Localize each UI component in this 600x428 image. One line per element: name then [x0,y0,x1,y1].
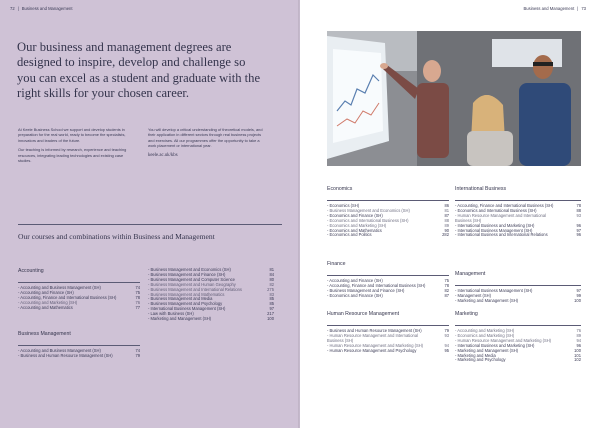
intro-column-2 [148,127,264,158]
course-page: 99 [576,292,581,298]
courses-heading: Our courses and combinations within Business and Management [18,232,215,241]
course-page: 93 [576,212,581,218]
right-page-number: 73 [581,6,586,11]
section-rule [455,200,581,201]
course-title: - International Business Management (SH) [148,306,226,312]
course-title: - Economics and International Business (SH) [455,207,537,213]
section-human-resource-management [327,311,449,354]
intro-paragraph-2: Our teaching is informed by research, experience and teaching resources, integrating leading technologies and existing case studies. [18,147,127,164]
course-title: - International Business and International Relations [455,232,548,238]
course-page: 89 [444,222,449,228]
course-page: 75 [444,278,449,283]
course-title: - Marketing and Management (SH) [148,316,212,322]
section-finance [327,261,449,299]
section-heading: Marketing [455,311,478,317]
section-heading: Human Resource Management [327,311,400,317]
section-marketing [455,311,581,363]
course-page: 95 [444,347,449,353]
course-title: - Accounting, Finance and International Business (SH) [455,203,554,208]
section-rule [18,345,140,346]
course-page: 81 [444,207,449,213]
course-title: - Business Management and Economics (SH) [327,207,410,213]
classroom-photo [327,31,581,166]
course-title: - Law with Business (SH) [148,311,194,317]
course-title: - Accounting and Finance (SH) [327,278,383,283]
course-title: - Management (SH) [455,292,491,298]
course-page: 96 [576,222,581,228]
course-title: - Human Resource Management and Marketing (SH) [327,342,424,348]
course-page: 102 [574,357,581,363]
course-title: - Accounting and Mathematics [18,304,73,310]
course-title: - Marketing and Media [455,352,496,358]
intro-column-1 [18,127,134,167]
course-title: - International Business and Marketing (SH) [455,222,535,228]
course-title: - Accounting and Marketing (SH) [18,299,78,305]
course-page: 88 [576,207,581,213]
course-title: - Accounting and Business Management (SH) [18,285,101,290]
course-page: 87 [444,292,449,298]
course-title: - Economics and Finance (SH) [327,292,383,298]
course-title: - International Business Management (SH) [455,288,533,293]
section-international-business [455,186,581,238]
section-rule [327,325,449,326]
course-page: 275 [267,286,274,292]
section-rule [327,275,449,276]
school-url[interactable]: keele.ac.uk/kbs [148,152,178,158]
course-page: 79 [444,328,449,333]
course-title: - Business Management and Economics (SH) [148,267,231,272]
section-heading: Accounting [18,268,44,274]
course-page: 96 [576,232,581,238]
course-title: - Business and Human Resource Management (SH) [18,352,113,358]
course-page: 97 [576,227,581,233]
course-page: 89 [576,332,581,338]
section-rule [18,282,140,283]
intro-paragraph-3: You will develop a critical understanding of theoretical models, and their application in different sectors through real business projects and exercises. All our programmes offer the opportunity to take a work placement or international year. [148,127,263,149]
course-page: 79 [135,352,140,358]
section-accounting [18,268,140,311]
course-title: - Economics and Marketing (SH) [327,222,387,228]
course-title: - Accounting, Finance and International Business (SH) [18,294,117,300]
section-rule [455,325,581,326]
course-title: - Business Management and Mathematics [148,291,225,297]
course-page: 74 [135,285,140,290]
section-heading: Economics [327,186,353,192]
course-title: - Business Management and Human Geography [148,281,236,287]
course-title: - Business Management and International Relations [148,286,242,292]
section-management [455,271,581,304]
course-title: - Human Resource Management and International Business (SH) [455,212,547,223]
left-running-head: 72 | Business and Management [10,6,73,11]
course-page: 86 [444,203,449,208]
section-rule [455,285,581,286]
course-page: 76 [135,299,140,305]
course-page: 282 [442,232,449,238]
course-page: 74 [135,348,140,353]
course-title: - Accounting, Finance and International Business (SH) [327,282,426,288]
course-title: - Economics and International Business (SH) [327,217,409,223]
business-management-continued [148,268,274,322]
course-page: 96 [576,342,581,348]
course-title: - Accounting and Marketing (SH) [455,328,515,333]
course-title: - Economics and Politics [327,232,372,238]
course-page: 75 [135,289,140,295]
intro-paragraph-1: At Keele Business School we support and develop students in preparation for the real world, ready to become the specialists, innovators and leaders of the future. [18,127,126,143]
left-page-number: 72 [10,6,15,11]
page-headline: Our business and management degrees are designed to inspire, develop and challenge so you can excel as a student and graduate with the right skills for your chosen career. [17,40,261,101]
course-page: 78 [444,282,449,288]
course-page: 81 [269,267,274,272]
course-title: - Accounting and Business Management (SH) [18,348,101,353]
course-page: 85 [269,301,274,307]
course-page: 85 [269,296,274,302]
course-page: 82 [444,287,449,293]
course-title: - Business Management and Psychology [148,301,223,307]
section-heading: Business Management [18,331,71,337]
section-heading: International Business [455,186,507,192]
course-page: 94 [444,342,449,348]
course-page: 101 [574,352,581,358]
course-page: 78 [135,294,140,300]
course-title: - International Business and Marketing (SH) [455,342,535,348]
course-title: - Human Resource Management and Psychology [327,347,417,353]
course-title: - Business Management and Computer Science [148,276,235,282]
course-title: - Accounting and Finance (SH) [18,289,74,295]
course-page: 78 [576,203,581,208]
course-title: - Business Management and Media [148,296,213,302]
course-title: - Marketing and Management (SH) [455,297,519,303]
course-page: 100 [574,347,581,353]
course-page: 94 [576,337,581,343]
course-page: 217 [267,311,274,317]
section-heading: Management [455,271,486,277]
course-page: 77 [135,304,140,310]
course-title: - Economics (SH) [327,203,360,208]
right-running-head: Business and Management | 73 [523,6,586,11]
course-title: - Business Management and Finance (SH) [148,271,226,277]
course-page: 90 [444,227,449,233]
section-business-management [18,331,140,359]
course-title: - Marketing and Psychology [455,357,506,363]
course-title: - Business and Human Resource Management (SH) [327,328,422,333]
section-economics [327,186,449,238]
course-page: 100 [574,297,581,303]
section-heading: Finance [327,261,346,267]
course-title: - Economics and Finance (SH) [327,212,383,218]
course-page: 80 [269,276,274,282]
left-section-name: Business and Management [21,6,73,11]
course-page: 100 [267,316,274,322]
course-page: 97 [576,288,581,293]
course-title: - Human Resource Management and International Business (SH) [327,332,419,343]
course-page: 88 [444,217,449,223]
course-title: - Marketing and Management (SH) [455,347,519,353]
course-page: 84 [269,271,274,277]
section-rule [327,200,449,201]
course-page: 82 [269,281,274,287]
course-title: - Economics and Marketing (SH) [455,332,515,338]
course-page: 97 [269,306,274,312]
course-title: - Economics and Mathematics [327,227,382,233]
course-page: 76 [576,328,581,333]
divider-rule [18,224,282,225]
course-title: - International Business Management (SH) [455,227,533,233]
course-page: 83 [269,291,274,297]
course-page: 93 [444,332,449,338]
course-title: - Business Management and Finance (SH) [327,287,405,293]
classroom-photo-illustration [327,31,581,166]
course-page: 87 [444,212,449,218]
right-section-name: Business and Management [523,6,575,11]
course-title: - Human Resource Management and Marketing (SH) [455,337,552,343]
